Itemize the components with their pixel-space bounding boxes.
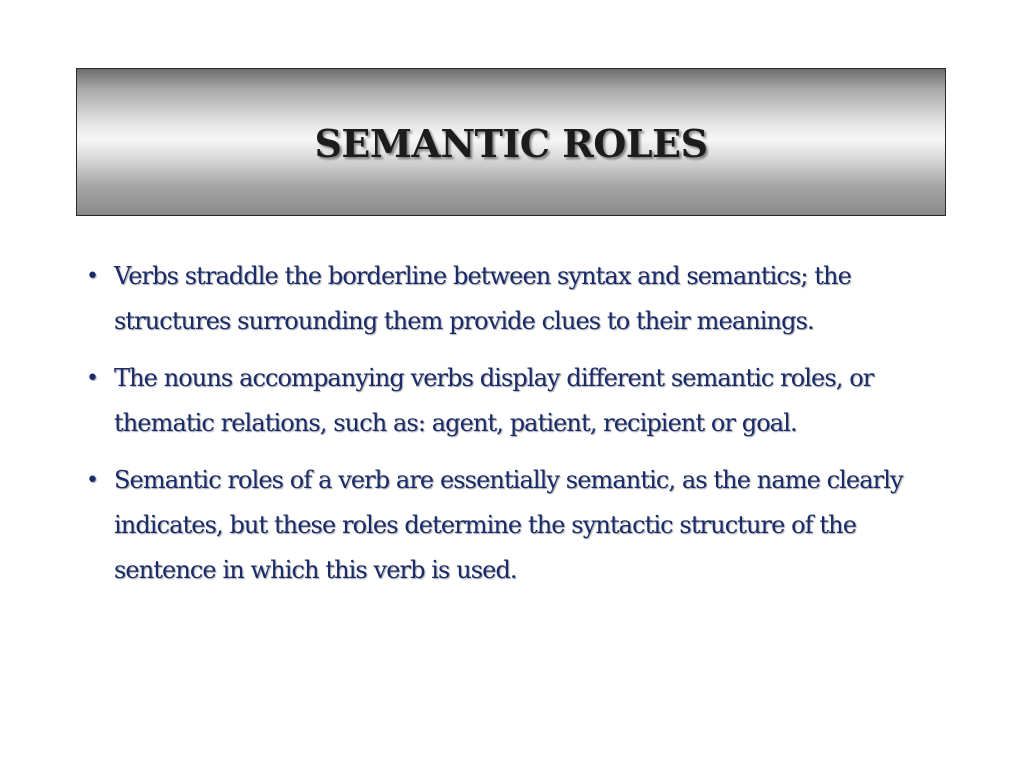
bullet-text: The nouns accompanying verbs display different semantic roles, or thematic relations, such as: agent, patient, recipient or goal. (114, 364, 874, 437)
bullet-item (84, 254, 964, 344)
bullet-text: Semantic roles of a verb are essentially semantic, as the name clearly indicates, but these roles determine the syntactic structure of the sentence in which this verb is used. (114, 466, 903, 584)
bullet-item (84, 356, 964, 446)
bullet-marker: • (86, 468, 99, 493)
title-box (76, 68, 946, 216)
bullet-list (84, 254, 964, 605)
bullet-text: Verbs straddle the borderline between syntax and semantics; the structures surrounding them provide clues to their meanings. (114, 262, 851, 335)
bullet-item (84, 458, 964, 593)
bullet-marker: • (86, 366, 99, 391)
slide-title: SEMANTIC ROLES (314, 120, 708, 166)
bullet-marker: • (86, 264, 99, 289)
